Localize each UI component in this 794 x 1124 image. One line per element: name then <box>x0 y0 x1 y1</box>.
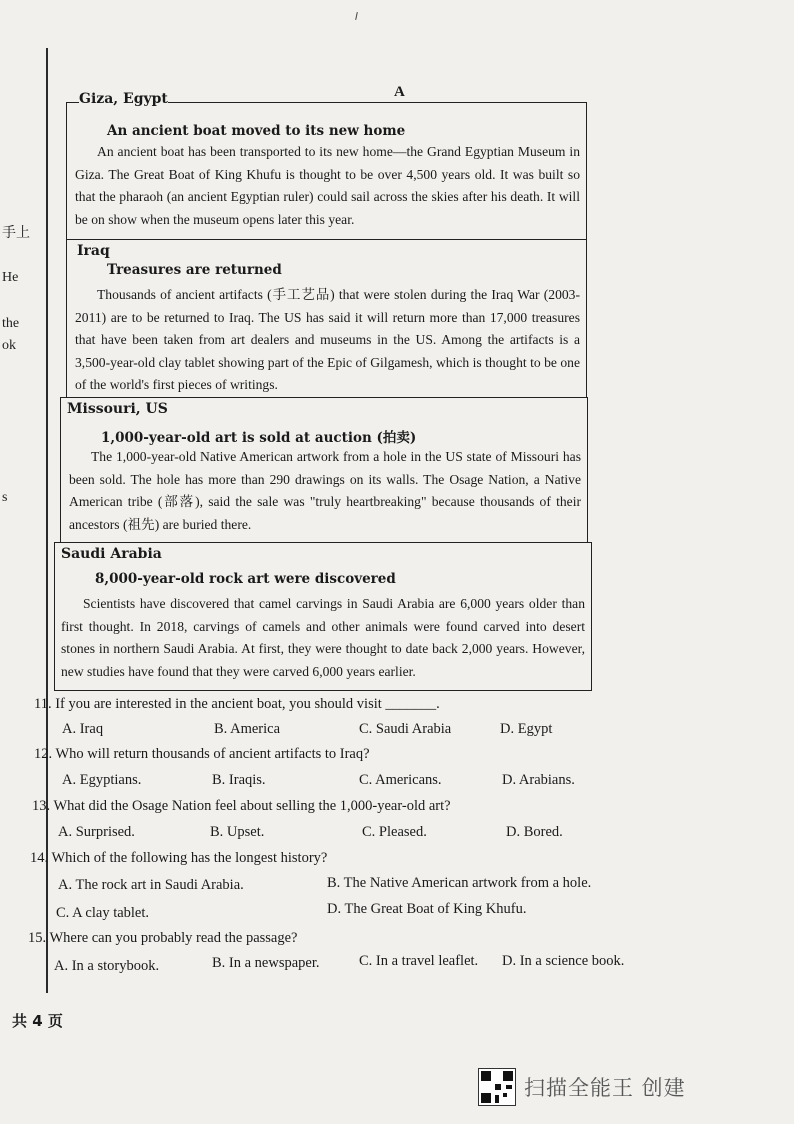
article-headline: 8,000-year-old rock art were discovered <box>95 571 396 587</box>
article-body: An ancient boat has been transported to its new home—the Grand Egyptian Museum in Giza. The Great Boat of King Khufu is thought to be over 4,500 years old. It was built so that the pharaoh (an ancient Egyptian ruler) could sail across the skies after his death. It will be on show when the museum opens later this year. <box>75 144 580 227</box>
article-body: Scientists have discovered that camel carvings in Saudi Arabia are 6,000 years older than first thought. In 2018, carvings of camels and other animals were found carved into desert stones in northern Saudi Arabia. At first, they were thought to date back 2,000 years. However, new studies have found that they were carved 6,000 years earlier. <box>61 596 585 679</box>
question-stem: 14. Which of the following has the longest history? <box>30 850 328 866</box>
option-c: C. A clay tablet. <box>56 905 150 921</box>
question-stem: 11. If you are interested in the ancient boat, you should visit _______. <box>34 696 440 712</box>
article-body: Thousands of ancient artifacts (手工艺品) that were stolen during the Iraq War (2003-2011) are to be returned to Iraq. The US has said it will return more than 17,000 treasures that have been taken from art dealers and museums in the US. Among the artifacts is a 3,500-year-old clay tablet showing part of the Epic of Gilgamesh, which is thought to be one of the world's first pieces of writings. <box>75 287 580 392</box>
side-fragment: the <box>2 316 20 331</box>
article-headline: An ancient boat moved to its new home <box>107 123 406 139</box>
question-stem: 15. Where can you probably read the passage? <box>28 930 298 946</box>
article-body: The 1,000-year-old Native American artwork from a hole in the US state of Missouri has been sold. The hole has more than 290 drawings on its walls. The Osage Nation, a Native American tribe (部落), said the sale was "truly heartbreaking" because thousands of their ancestors (祖先) are buried there. <box>69 449 581 532</box>
side-fragment: ok <box>2 338 16 353</box>
option-d: D. In a science book. <box>502 953 625 969</box>
option-c: C. Saudi Arabia <box>359 721 452 737</box>
option-b: B. The Native American artwork from a hole. <box>327 875 592 891</box>
option-a: A. Egyptians. <box>62 772 142 788</box>
option-d: D. The Great Boat of King Khufu. <box>327 901 527 917</box>
article-giza <box>66 91 587 239</box>
option-a: A. The rock art in Saudi Arabia. <box>58 877 244 893</box>
option-d: D. Egypt <box>500 721 553 737</box>
option-b: B. In a newspaper. <box>212 955 320 971</box>
article-iraq <box>66 239 587 397</box>
question-stem: 12. Who will return thousands of ancient artifacts to Iraq? <box>34 746 370 762</box>
option-d: D. Bored. <box>506 824 563 840</box>
article-headline: Treasures are returned <box>107 262 282 278</box>
scanner-watermark: 扫描全能王 创建 <box>524 1076 686 1100</box>
side-fragment: He <box>2 270 19 285</box>
option-b: B. Upset. <box>210 824 265 840</box>
article-place: Giza, Egypt <box>79 91 168 107</box>
article-headline: 1,000-year-old art is sold at auction (拍卖) <box>101 430 417 446</box>
option-d: D. Arabians. <box>502 772 575 788</box>
side-fragment: 手上 <box>2 226 30 241</box>
option-c: C. Americans. <box>359 772 442 788</box>
article-place: Saudi Arabia <box>61 546 162 562</box>
qr-code-icon <box>478 1068 516 1106</box>
question-stem: 13. What did the Osage Nation feel about selling the 1,000-year-old art? <box>32 798 451 814</box>
article-missouri <box>60 397 588 542</box>
article-place: Iraq <box>77 243 110 259</box>
scan-mark <box>355 12 358 20</box>
article-place: Missouri, US <box>67 401 168 417</box>
option-b: B. Iraqis. <box>212 772 266 788</box>
option-a: A. Iraq <box>62 721 104 737</box>
page-count-footer: 共 4 页 <box>12 1012 63 1030</box>
option-b: B. America <box>214 721 281 737</box>
side-fragment: s <box>2 490 8 505</box>
article-saudi-arabia <box>54 542 592 691</box>
option-a: A. In a storybook. <box>54 958 160 974</box>
option-a: A. Surprised. <box>58 824 135 840</box>
option-c: C. In a travel leaflet. <box>359 953 479 969</box>
section-letter: A <box>394 84 405 100</box>
option-c: C. Pleased. <box>362 824 427 840</box>
